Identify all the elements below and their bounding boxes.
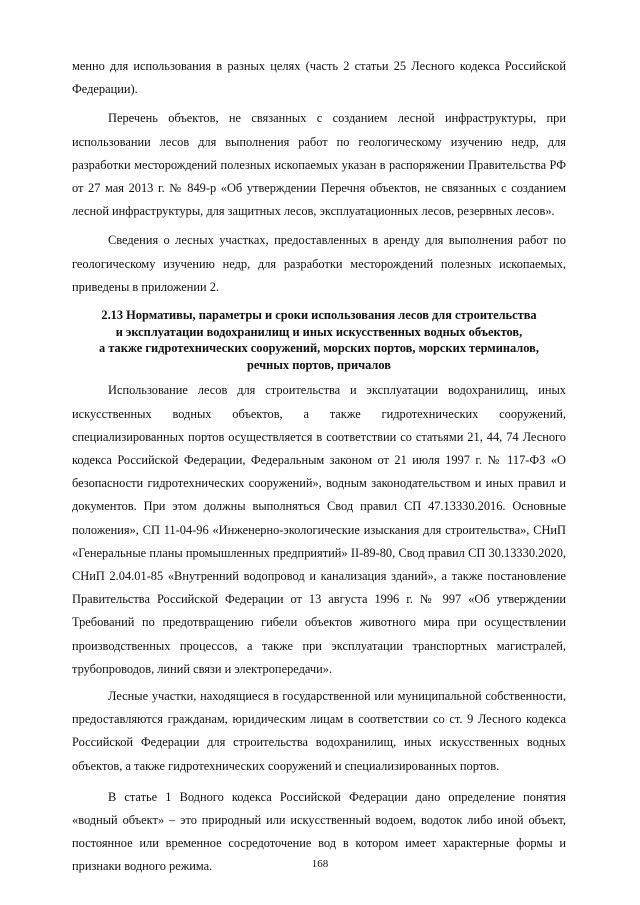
- paragraph-continuation: менно для использования в разных целях (часть 2 статьи 25 Лесного кодекса Российской Федерации).: [72, 59, 566, 97]
- section-heading: [72, 307, 566, 373]
- section-heading-line-4: речных портов, причалов: [247, 357, 391, 372]
- paragraph-water-object-definition: В статье 1 Водного кодекса Российской Федерации дано определение понятия «водный объект» – это природный или искусственный водоем, водоток либо иной объект, постоянное или временное сосредоточение вод в котором имеет характерные формы и признаки водного режима.: [72, 789, 566, 874]
- section-heading-line-2: и эксплуатации водохранилищ и иных искусственных водных объектов,: [115, 324, 523, 339]
- page-number: 168: [311, 858, 329, 870]
- section-heading-line-3: а также гидротехнических сооружений, морских портов, морских терминалов,: [99, 341, 539, 356]
- document-page: [72, 55, 566, 879]
- paragraph-land-plots: Лесные участки, находящиеся в государственной или муниципальной собственности, предоставляются гражданам, юридическим лицам в соответствии со ст. 9 Лесного кодекса Российской Федерации для строительства водохранилищ, иных искусственных водных объектов, а также гидротехнических сооружений и специализированных портов.: [72, 689, 566, 773]
- section-heading-line-1: 2.13 Нормативы, параметры и сроки использования лесов для строительства: [101, 308, 537, 323]
- paragraph-objects-list: Перечень объектов, не связанных с созданием лесной инфраструктуры, при использовании лесов для выполнения работ по геологическому изучению недр, для разработки месторождений полезных ископаемых указан в распоряжении Правительства РФ от 27 мая 2013 г. № 849-р «Об утверждении Перечня объектов, не связанных с созданием лесной инфраструктуры, для защитных лесов, эксплуатационных лесов, резервных лесов».: [72, 111, 566, 219]
- paragraph-reservoir-usage: Использование лесов для строительства и эксплуатации водохранилищ, иных искусственных водных объектов, а также гидротехнических сооружений, специализированных портов осуществляется в соответствии со статьями 21, 44, 74 Лесного кодекса Российской Федерации, Федеральным законом от 21 июля 1997 г. № 117-ФЗ «О безопасности гидротехнических сооружений», водным законодательством и иных правил и документов. При этом должны выполняться Свод правил СП 47.13330.2016. Основные положения», СП 11-04-96 «Инженерно-экологические изыскания для строительства», СНиП «Генеральные планы промышленных предприятий» II-89-80, Свод правил СП 30.13330.2020, СНиП 2.04.01-85 «Внутренний водопровод и канализация зданий», а также постановление Правительства Российской Федерации от 13 августа 1996 г. № 997 «Об утверждении Требований по предотвращению гибели объектов животного мира при осуществлении производственных процессов, а также при эксплуатации транспортных магистралей, трубопроводов, линий связи и электропередачи».: [72, 383, 566, 676]
- paragraph-lease-info: Сведения о лесных участках, предоставленных в аренду для выполнения работ по геологическому изучению недр, для разработки месторождений полезных ископаемых, приведены в приложении 2.: [72, 233, 566, 294]
